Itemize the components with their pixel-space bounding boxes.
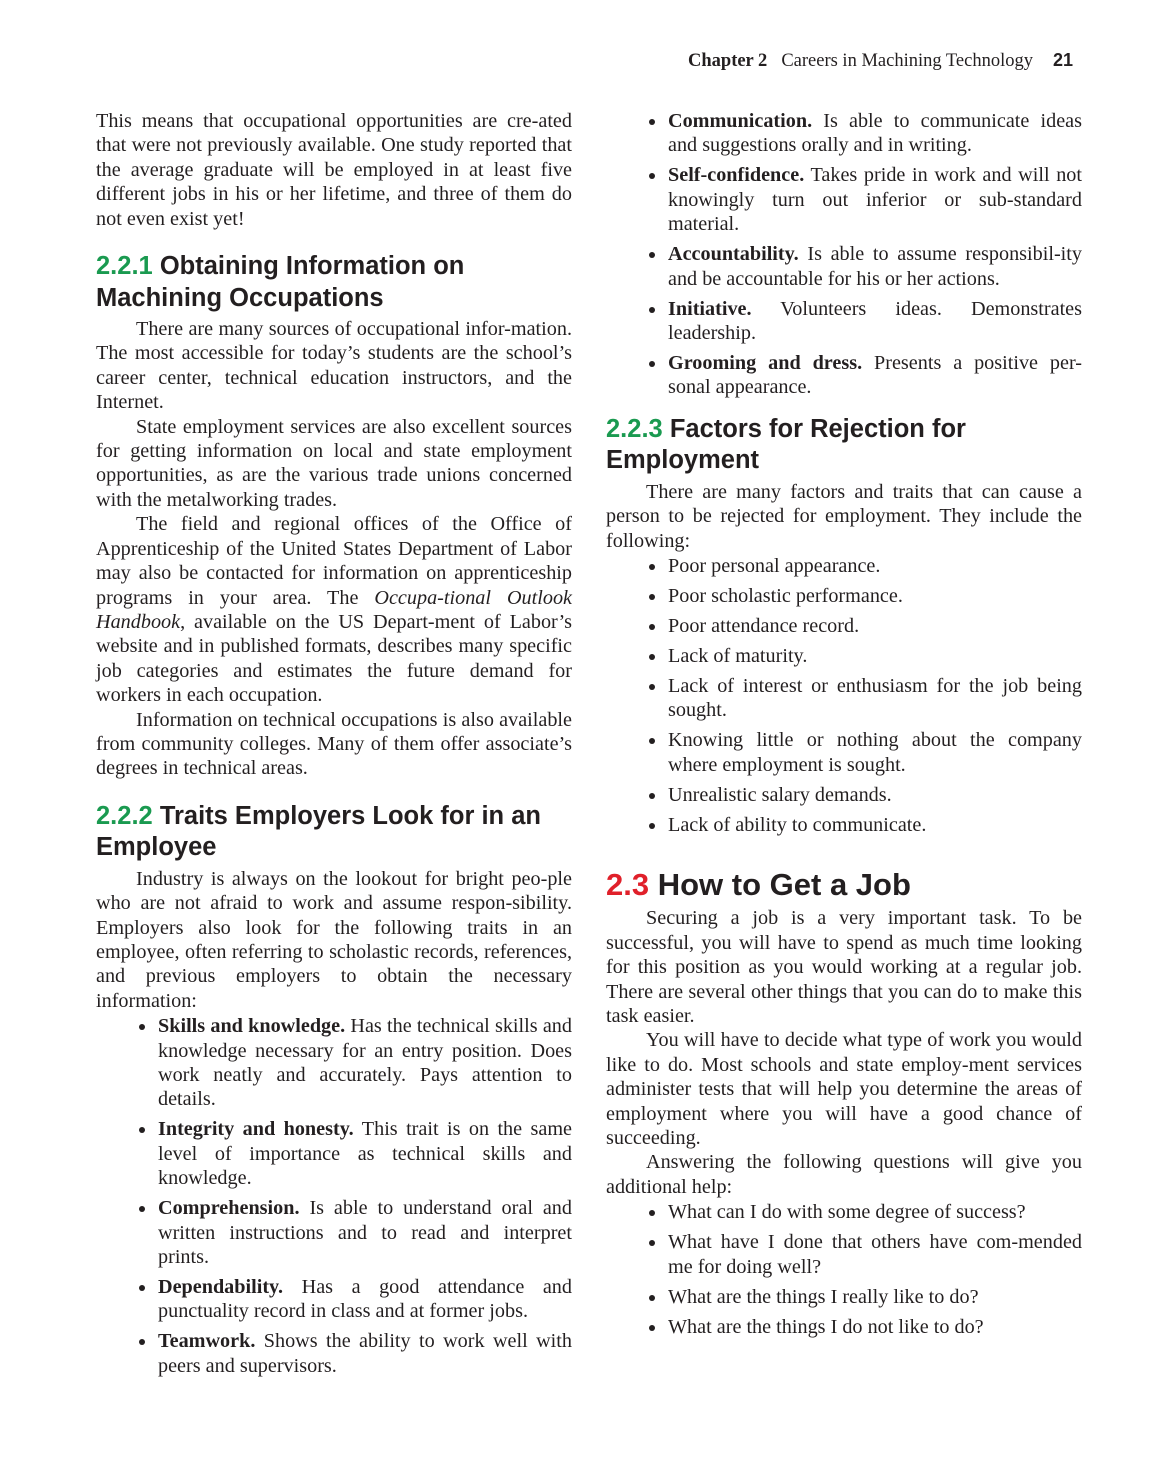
- list-item: Poor attendance record.: [668, 614, 1082, 638]
- list-item: [158, 1117, 572, 1190]
- trait-desc: Is able to assume responsibil-ity and be accountable for his or her actions.: [668, 243, 1082, 290]
- section-number: 2.2.1: [96, 252, 153, 281]
- paragraph: Securing a job is a very important task. To be successful, you will have to spend as much time looking for this position as you would working at a regular job. There are several other things that you can do to make this task easier.: [606, 907, 1082, 1027]
- trait-term: Teamwork.: [158, 1330, 256, 1353]
- section-number: 2.3: [606, 867, 650, 903]
- trait-desc: Presents a positive per-sonal appearance.: [668, 352, 1082, 399]
- section-number: 2.2.2: [96, 801, 153, 830]
- section-title: Traits Employers Look for in an Employee: [96, 801, 541, 862]
- traits-list-continued: [606, 109, 1082, 400]
- list-item: [668, 297, 1082, 346]
- paragraph: [96, 512, 572, 707]
- trait-term: Dependability.: [158, 1276, 284, 1299]
- chapter-label: Chapter 2: [688, 51, 768, 71]
- paragraph-text: The field and regional offices of the Office of Apprenticeship of the United States Department of Labor may also be contacted for information on apprenticeship programs in your area. The: [96, 513, 572, 609]
- list-item: [668, 163, 1082, 236]
- trait-term: Comprehension.: [158, 1197, 300, 1220]
- rejection-factors-list: [606, 554, 1082, 837]
- trait-term: Integrity and honesty.: [158, 1118, 354, 1141]
- section-number: 2.2.3: [606, 414, 663, 443]
- list-item: What are the things I do not like to do?: [668, 1315, 1082, 1339]
- paragraph: Information on technical occupations is also available from community colleges. Many of them offer associate’s degrees in technical areas.: [96, 708, 572, 780]
- section-title: Factors for Rejection for Employment: [606, 414, 966, 475]
- list-item: Knowing little or nothing about the company where employment is sought.: [668, 729, 1082, 776]
- trait-term: Self-confidence.: [668, 164, 805, 187]
- page-number: 21: [1052, 50, 1073, 70]
- list-item: Unrealistic salary demands.: [668, 783, 1082, 807]
- list-item: [158, 1014, 572, 1112]
- trait-desc: Is able to understand oral and written instructions and to read and interpret prints.: [158, 1197, 572, 1269]
- running-header: [688, 50, 1073, 72]
- right-column: [606, 109, 1082, 1345]
- list-item: [158, 1329, 572, 1378]
- list-item: What have I done that others have com-mended me for doing well?: [668, 1231, 1082, 1278]
- section-heading-2-2-2: [96, 801, 572, 864]
- paragraph: There are many factors and traits that can cause a person to be rejected for employment. They include the following:: [606, 480, 1082, 552]
- questions-list: [606, 1200, 1082, 1339]
- section-title: Obtaining Information on Machining Occupations: [96, 252, 465, 312]
- trait-desc: Volunteers ideas. Demonstrates leadership.: [668, 297, 1082, 345]
- section-heading-2-2-3: [606, 414, 1082, 477]
- paragraph-text: , available on the US Depart-ment of Labor’s website and in published formats, describes many specific job categories and estimates the future demand for workers in each occupation.: [96, 610, 572, 707]
- trait-term: Initiative.: [668, 297, 752, 320]
- paragraph: State employment services are also excellent sources for getting information on local and state employment opportunities, as are the various trade unions concerned with the metalworking trades.: [96, 415, 572, 511]
- trait-term: Skills and knowledge.: [158, 1015, 346, 1038]
- trait-desc: Has a good attendance and punctuality record in class and at former jobs.: [158, 1276, 572, 1323]
- list-item: Lack of maturity.: [668, 644, 1082, 668]
- section-heading-2-2-1: [96, 251, 572, 314]
- section-title: How to Get a Job: [657, 867, 911, 903]
- list-item: [668, 351, 1082, 400]
- list-item: Poor personal appearance.: [668, 554, 1082, 578]
- section-heading-2-3: [606, 867, 1082, 903]
- intro-paragraph: This means that occupational opportunities are cre-ated that were not previously available. One study reported that the average graduate will be employed in at least five different jobs in his or her lifetime, and three of them do not even exist yet!: [96, 110, 572, 230]
- trait-term: Communication.: [668, 110, 813, 132]
- list-item: [668, 109, 1082, 158]
- paragraph: Industry is always on the lookout for bright peo-ple who are not afraid to work and assume respon-sibility. Employers also look for the following traits in an employee, often referring to scholastic records, references, and previous employers to obtain the necessary information:: [96, 867, 572, 1012]
- trait-term: Grooming and dress.: [668, 352, 863, 375]
- paragraph: You will have to decide what type of work you would like to do. Most schools and state employ-ment services administer tests that will help you determine the areas of employment where you will have a good chance of succeeding.: [606, 1029, 1082, 1149]
- list-item: What are the things I really like to do?: [668, 1285, 1082, 1309]
- book-title: Occupa-tional Outlook Handbook: [96, 586, 572, 633]
- paragraph: There are many sources of occupational infor-mation. The most accessible for today’s students are the school’s career center, technical education instructors, and the Internet.: [96, 318, 572, 414]
- list-item: [158, 1275, 572, 1324]
- traits-list: [96, 1014, 572, 1378]
- trait-desc: Shows the ability to work well with peers and supervisors.: [158, 1330, 572, 1377]
- list-item: Lack of interest or enthusiasm for the job being sought.: [668, 675, 1082, 722]
- trait-desc: Is able to communicate ideas and suggestions orally and in writing.: [668, 110, 1082, 157]
- chapter-title: Careers in Machining Technology: [781, 51, 1033, 71]
- trait-desc: This trait is on the same level of importance as technical skills and knowledge.: [158, 1118, 572, 1190]
- list-item: Poor scholastic performance.: [668, 584, 1082, 608]
- trait-desc: Has the technical skills and knowledge necessary for an entry position. Does work neatly and accurately. Pays attention to details.: [158, 1015, 572, 1111]
- list-item: What can I do with some degree of success?: [668, 1200, 1082, 1224]
- list-item: Lack of ability to communicate.: [668, 813, 1082, 837]
- trait-term: Accountability.: [668, 243, 799, 266]
- list-item: [158, 1196, 572, 1269]
- left-column: [96, 109, 572, 1384]
- list-item: [668, 242, 1082, 291]
- trait-desc: Takes pride in work and will not knowingly turn out inferior or sub-standard material.: [668, 164, 1082, 236]
- paragraph: Answering the following questions will give you additional help:: [606, 1151, 1082, 1198]
